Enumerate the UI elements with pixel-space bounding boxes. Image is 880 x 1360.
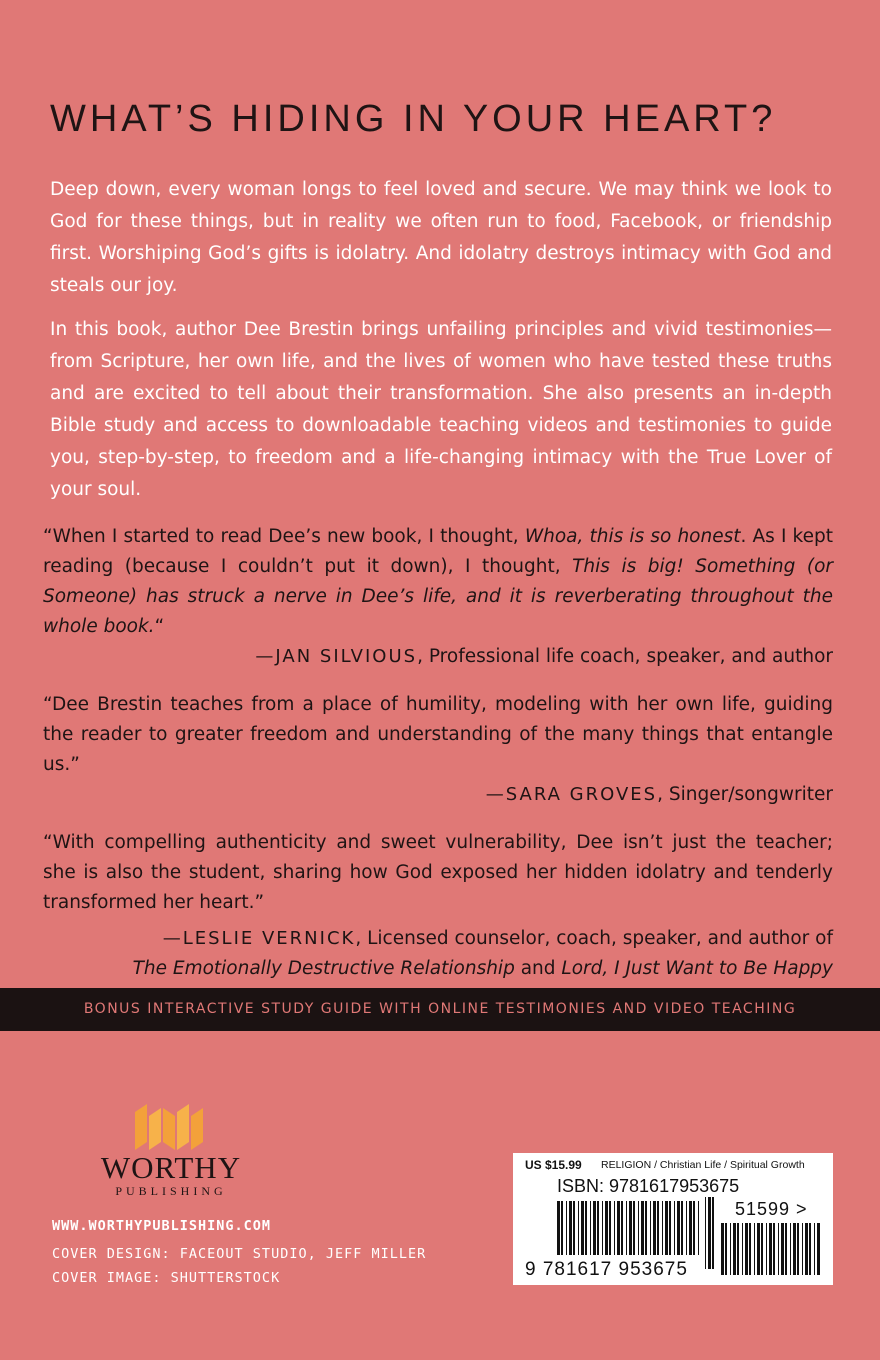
- endorsement-quote: “When I started to read Dee’s new book, I thought, Whoa, this is so honest. As I kept reading (because I couldn’t put it down), I thought, This is big! Something (or Someone) has struck a nerve in Dee’s life, and it is reverberating throughout the whole book.“: [43, 526, 833, 637]
- endorsement-books: The Emotionally Destructive Relationship and Lord, I Just Want to Be Happy: [132, 958, 833, 979]
- endorsement-quote: “With compelling authenticity and sweet vulnerability, Dee isn’t just the teacher; she is also the student, sharing how God exposed her hidden idolatry and tenderly transformed her heart.”: [43, 832, 833, 913]
- barcode-label: [513, 1153, 833, 1285]
- endorsement-attribution: —SARA GROVES, Singer/songwriter: [485, 784, 833, 805]
- publisher-sub: PUBLISHING: [115, 1184, 227, 1198]
- book-description: [50, 174, 832, 518]
- cover-design-credit: COVER DESIGN: FACEOUT STUDIO, JEFF MILLER: [52, 1246, 427, 1262]
- endorsement-3: [43, 828, 833, 984]
- price: US $15.99: [525, 1158, 582, 1172]
- headline: WHAT’S HIDING IN YOUR HEART?: [50, 98, 777, 140]
- price-code: 51599 >: [735, 1199, 808, 1219]
- endorsement-1: [43, 522, 833, 672]
- endorsement-attribution: —LESLIE VERNICK, Licensed counselor, coach, speaker, and author of: [162, 928, 833, 949]
- endorsements: [43, 522, 833, 998]
- cover-image-credit: COVER IMAGE: SHUTTERSTOCK: [52, 1270, 281, 1286]
- publisher-website: WWW.WORTHYPUBLISHING.COM: [52, 1218, 272, 1234]
- bonus-banner: BONUS INTERACTIVE STUDY GUIDE WITH ONLINE TESTIMONIES AND VIDEO TEACHING: [0, 988, 880, 1031]
- category: RELIGION / Christian Life / Spiritual Growth: [601, 1159, 805, 1171]
- credits: [52, 1214, 426, 1290]
- barcode-number: 9 781617 953675: [525, 1259, 688, 1280]
- isbn: ISBN: 9781617953675: [557, 1176, 740, 1196]
- endorsement-2: [43, 690, 833, 810]
- endorsement-quote: “Dee Brestin teaches from a place of humility, modeling with her own life, guiding the reader to greater freedom and understanding of the many things that entangle us.”: [43, 694, 833, 775]
- endorsement-attribution: —JAN SILVIOUS, Professional life coach, speaker, and author: [255, 646, 833, 667]
- publisher-name: WORTHY: [100, 1150, 242, 1185]
- description-paragraph-1: Deep down, every woman longs to feel loved and secure. We may think we look to God for these things, but in reality we often run to food, Facebook, or friendship first. Worshiping God’s gifts is idolatry. And idolatry destroys intimacy with God and steals our joy.: [50, 179, 832, 296]
- worthy-logo-icon: [131, 1102, 211, 1150]
- description-paragraph-2: In this book, author Dee Brestin brings unfailing principles and vivid testimonies—from Scripture, her own life, and the lives of women who have tested these truths and are excited to tell about their transformation. She also presents an in-depth Bible study and access to downloadable teaching videos and testimonies to guide you, step-by-step, to freedom and a life-changing intimacy with the True Lover of your soul.: [50, 319, 832, 500]
- publisher-logo: [96, 1102, 246, 1198]
